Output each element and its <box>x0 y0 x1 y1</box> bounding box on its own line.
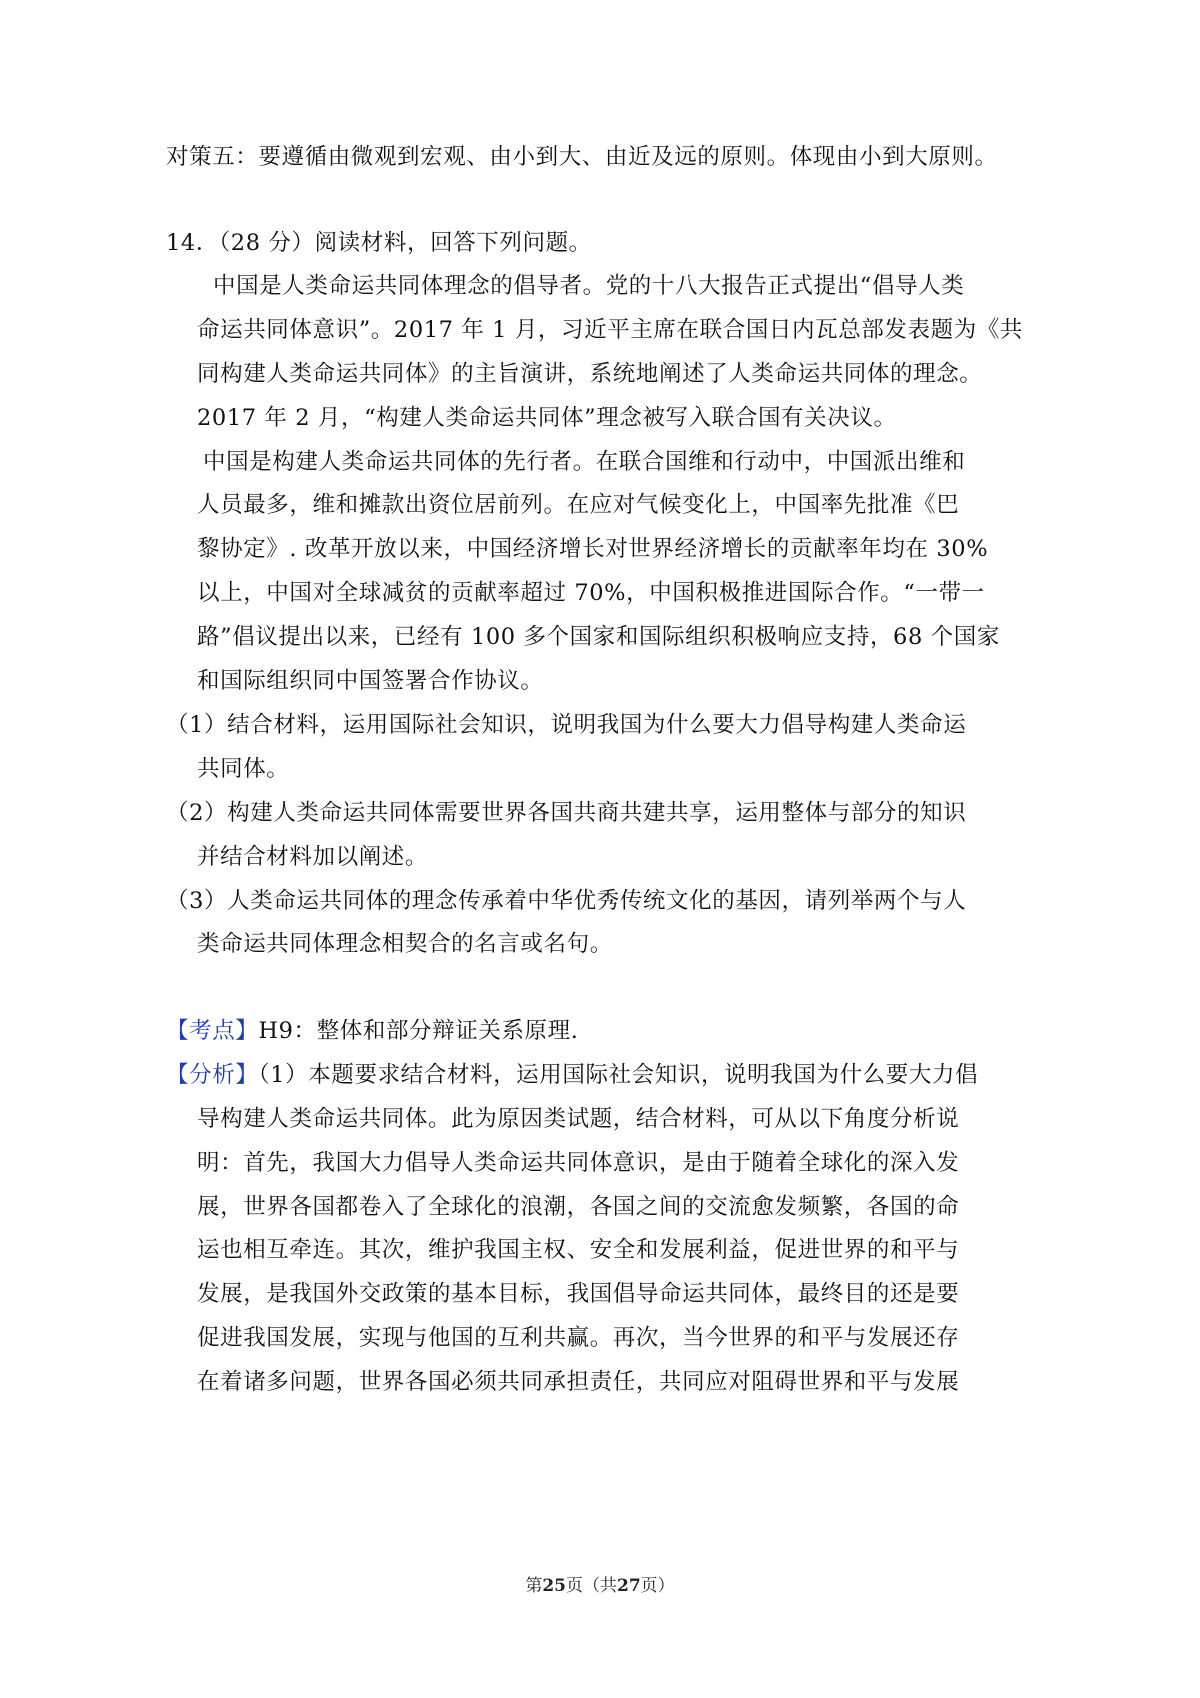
fenxi-line <box>166 1064 978 1087</box>
material-2-line: 人员最多，维和摊款出资位居前列。在应对气候变化上，中国率先批准《巴 <box>197 492 960 518</box>
page-footer <box>0 1571 1200 1596</box>
sub-question-3-cont: 类命运共同体理念相契合的名言或名句。 <box>197 931 613 957</box>
footer-total-pages: 27 <box>617 1576 641 1596</box>
fenxi-text-line: 促进我国发展，实现与他国的互利共赢。再次，当今世界的和平与发展还存 <box>197 1325 960 1351</box>
fenxi-text-line: 在着诸多问题，世界各国必须共同承担责任，共同应对阻碍世界和平与发展 <box>197 1369 960 1395</box>
sub-question-2: （2）构建人类命运共同体需要世界各国共商共建共享，运用整体与部分的知识 <box>166 800 967 826</box>
material-2-line: 路”倡议提出以来，已经有 100 多个国家和国际组织积极响应支持，68 个国家 <box>197 624 1000 650</box>
fenxi-text-line: 运也相互牵连。其次，维护我国主权、安全和发展利益，促进世界的和平与 <box>197 1237 960 1263</box>
material-2-line: 黎协定》. 改革开放以来，中国经济增长对世界经济增长的贡献率年均在 30% <box>197 536 989 562</box>
material-2-line: 以上，中国对全球减贫的贡献率超过 70%，中国积极推进国际合作。“一带一 <box>197 580 985 606</box>
material-1-line: 中国是人类命运共同体理念的倡导者。党的十八大报告正式提出“倡导人类 <box>213 273 965 299</box>
footer-prefix: 第 <box>525 1576 543 1596</box>
question-header: 14．（28 分）阅读材料，回答下列问题。 <box>166 230 592 256</box>
material-1-line: 同构建人类命运共同体》的主旨演讲，系统地阐述了人类命运共同体的理念。 <box>197 361 983 387</box>
footer-suffix: 页） <box>640 1576 675 1596</box>
fenxi-tag: 【分析】 <box>166 1062 259 1088</box>
sub-question-1: （1）结合材料，运用国际社会知识，说明我国为什么要大力倡导构建人类命运 <box>166 712 967 738</box>
fenxi-text-line: 明：首先，我国大力倡导人类命运共同体意识，是由于随着全球化的深入发 <box>197 1150 960 1176</box>
kaodian-tag: 【考点】 <box>166 1018 259 1044</box>
material-2-line: 和国际组织同中国签署合作协议。 <box>197 668 544 694</box>
footer-middle: 页（共 <box>566 1576 617 1596</box>
sub-question-2-cont: 并结合材料加以阐述。 <box>197 844 429 870</box>
material-2-line: 中国是构建人类命运共同体的先行者。在联合国维和行动中，中国派出维和 <box>203 449 966 475</box>
fenxi-text-line: 导构建人类命运共同体。此为原因类试题，结合材料，可从以下角度分析说 <box>197 1106 960 1132</box>
fenxi-first: （1）本题要求结合材料，运用国际社会知识，说明我国为什么要大力倡 <box>258 1062 979 1088</box>
footer-page-number: 25 <box>542 1576 566 1596</box>
kaodian-text: H9：整体和部分辩证关系原理. <box>258 1018 579 1044</box>
material-1-line: 2017 年 2 月，“构建人类命运共同体”理念被写入联合国有关决议。 <box>197 405 897 431</box>
material-1-line: 命运共同体意识”。2017 年 1 月，习近平主席在联合国日内瓦总部发表题为《共 <box>197 317 1024 343</box>
intro-line: 对策五：要遵循由微观到宏观、由小到大、由近及远的原则。体现由小到大原则。 <box>166 144 998 170</box>
kaodian-line <box>166 1020 579 1043</box>
sub-question-3: （3）人类命运共同体的理念传承着中华优秀传统文化的基因，请列举两个与人 <box>166 888 967 914</box>
fenxi-text-line: 发展，是我国外交政策的基本目标，我国倡导命运共同体，最终目的还是要 <box>197 1281 960 1307</box>
fenxi-text-line: 展，世界各国都卷入了全球化的浪潮，各国之间的交流愈发频繁，各国的命 <box>197 1194 960 1220</box>
sub-question-1-cont: 共同体。 <box>197 756 290 782</box>
